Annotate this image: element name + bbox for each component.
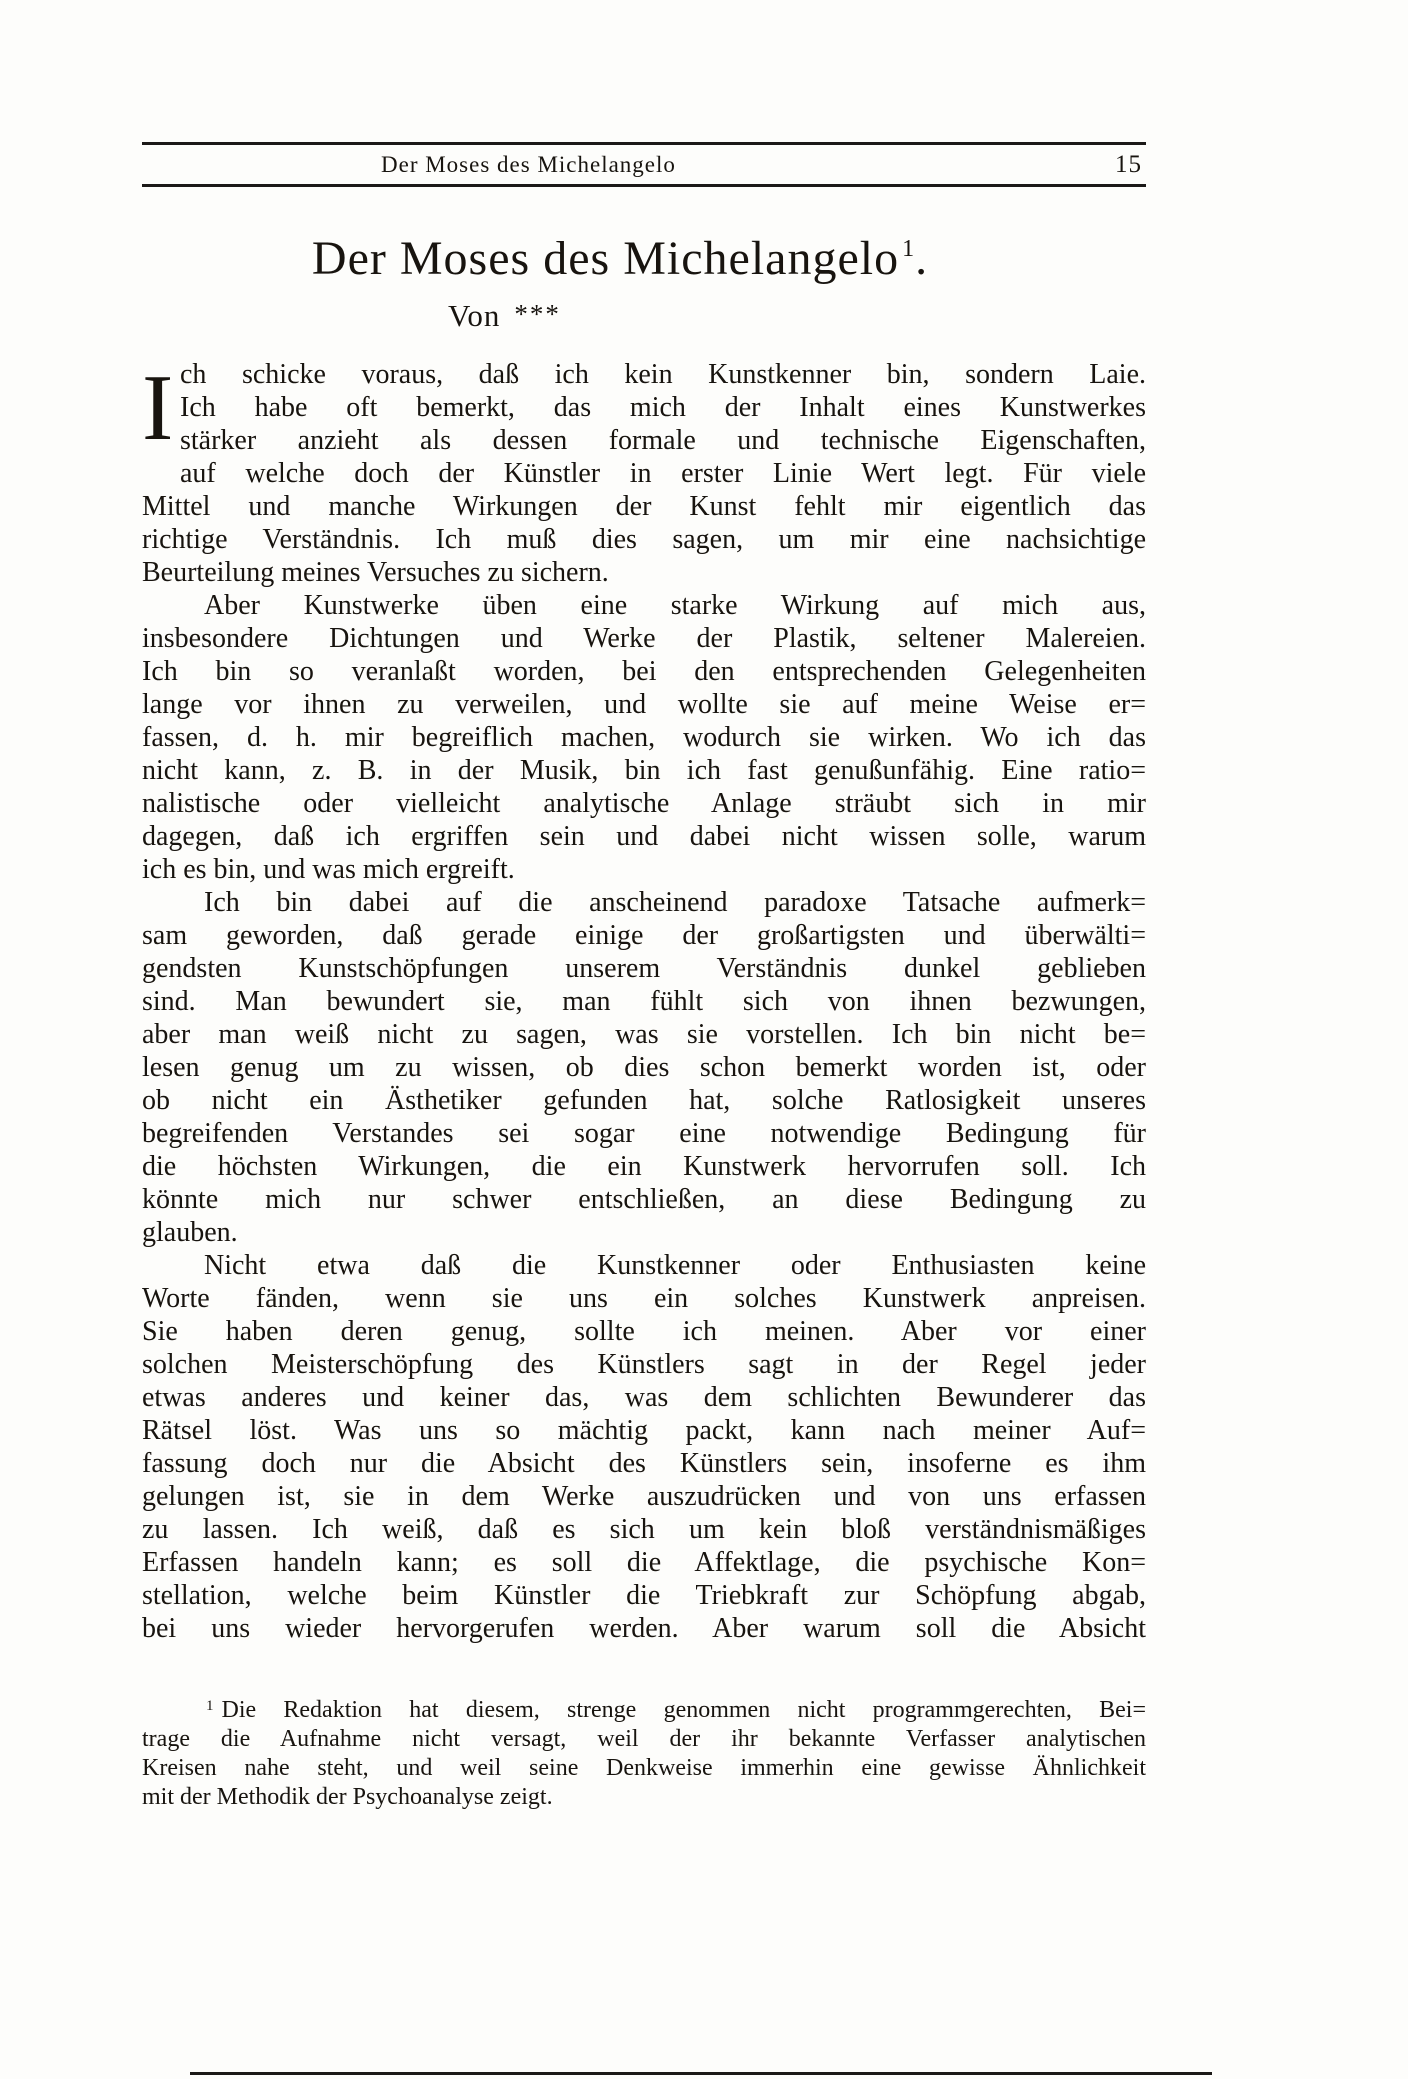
text-line: ch schicke voraus, daß ich kein Kunstkenner bin, sondern Laie. bbox=[180, 359, 1146, 390]
text-line: fassen, d. h. mir begreiflich machen, wodurch sie wirken. Wo ich das bbox=[142, 722, 1146, 753]
text-line: richtige Verständnis. Ich muß dies sagen, um mir eine nachsichtige bbox=[142, 524, 1146, 555]
text-line: Worte fänden, wenn sie uns ein solches Kunstwerk anpreisen. bbox=[142, 1283, 1146, 1314]
text-line: Nicht etwa daß die Kunstkenner oder Enthusiasten keine bbox=[204, 1250, 1146, 1281]
page-number: 15 bbox=[1115, 151, 1142, 178]
text-line: gendsten Kunstschöpfungen unserem Verständnis dunkel geblieben bbox=[142, 953, 1146, 984]
byline bbox=[142, 294, 1408, 336]
text-line: lesen genug um zu wissen, ob dies schon bemerkt worden ist, oder bbox=[142, 1052, 1146, 1083]
text-line: etwas anderes und keiner das, was dem schlichten Bewunderer das bbox=[142, 1382, 1146, 1413]
text-line: Ich habe oft bemerkt, das mich der Inhalt eines Kunstwerkes bbox=[180, 392, 1146, 423]
footnote-line: trage die Aufnahme nicht versagt, weil der ihr bekannte Verfasser analytischen bbox=[142, 1726, 1146, 1752]
text-line: Mittel und manche Wirkungen der Kunst fehlt mir eigentlich das bbox=[142, 491, 1146, 522]
text-line: fassung doch nur die Absicht des Künstlers sein, insoferne es ihm bbox=[142, 1448, 1146, 1479]
article-title bbox=[118, 218, 1122, 290]
text-line: könnte mich nur schwer entschließen, an diese Bedingung zu bbox=[142, 1184, 1146, 1215]
text-line: stärker anzieht als dessen formale und technische Eigenschaften, bbox=[180, 425, 1146, 456]
text-line: aber man weiß nicht zu sagen, was sie vorstellen. Ich bin nicht be= bbox=[142, 1019, 1146, 1050]
text-line: gelungen ist, sie in dem Werke auszudrücken und von uns erfassen bbox=[142, 1481, 1146, 1512]
text-line: ob nicht ein Ästhetiker gefunden hat, solche Ratlosigkeit unseres bbox=[142, 1085, 1146, 1116]
text-line: Beurteilung meines Versuches zu sichern. bbox=[142, 557, 609, 588]
text-line: Aber Kunstwerke üben eine starke Wirkung auf mich aus, bbox=[204, 590, 1146, 621]
text-line: zu lassen. Ich weiß, daß es sich um kein bloß verständnismäßiges bbox=[142, 1514, 1146, 1545]
footnote bbox=[142, 1692, 1146, 1812]
text-line: Erfassen handeln kann; es soll die Affektlage, die psychische Kon= bbox=[142, 1547, 1146, 1578]
paragraph bbox=[142, 1249, 1146, 1645]
text-line: nalistische oder vielleicht analytische Anlage sträubt sich in mir bbox=[142, 788, 1146, 819]
text-line: Sie haben deren genug, sollte ich meinen. Aber vor einer bbox=[142, 1316, 1146, 1347]
running-head bbox=[142, 142, 1146, 187]
text-line: nicht kann, z. B. in der Musik, bin ich fast genußunfähig. Eine ratio= bbox=[142, 755, 1146, 786]
text-line: insbesondere Dichtungen und Werke der Plastik, seltener Malereien. bbox=[142, 623, 1146, 654]
running-head-title: Der Moses des Michelangelo bbox=[381, 152, 676, 177]
article-title-text: Der Moses des Michelangelo bbox=[311, 232, 900, 285]
text-line: begreifenden Verstandes sei sogar eine notwendige Bedingung für bbox=[142, 1118, 1146, 1149]
text-line: dagegen, daß ich ergriffen sein und dabei nicht wissen solle, warum bbox=[142, 821, 1146, 852]
text-line: ich es bin, und was mich ergreift. bbox=[142, 854, 515, 885]
text-line: die höchsten Wirkungen, die ein Kunstwerk hervorrufen soll. Ich bbox=[142, 1151, 1146, 1182]
byline-stars: *** bbox=[514, 299, 561, 329]
text-line: sind. Man bewundert sie, man fühlt sich von ihnen bezwungen, bbox=[142, 986, 1146, 1017]
text-line: sam geworden, daß gerade einige der großartigsten und überwälti= bbox=[142, 920, 1146, 951]
text-line: auf welche doch der Künstler in erster Linie Wert legt. Für viele bbox=[180, 458, 1146, 489]
paragraph bbox=[142, 358, 1146, 589]
page-edge-scan-line bbox=[190, 2072, 1212, 2075]
text-line: bei uns wieder hervorgerufen werden. Aber warum soll die Absicht bbox=[142, 1613, 1146, 1644]
paragraph bbox=[142, 589, 1146, 886]
article-title-period: . bbox=[915, 232, 929, 285]
footnote-marker: 1 bbox=[206, 1698, 214, 1714]
drop-cap: I bbox=[142, 356, 174, 460]
footnote-line: Kreisen nahe steht, und weil seine Denkweise immerhin eine gewisse Ähnlichkeit bbox=[142, 1755, 1146, 1781]
byline-name: Von bbox=[448, 298, 501, 333]
text-line: lange vor ihnen zu verweilen, und wollte sie auf meine Weise er= bbox=[142, 689, 1146, 720]
text-line: Ich bin dabei auf die anscheinend paradoxe Tatsache aufmerk= bbox=[204, 887, 1146, 918]
text-line: stellation, welche beim Künstler die Triebkraft zur Schöpfung abgab, bbox=[142, 1580, 1146, 1611]
text-line: solchen Meisterschöpfung des Künstlers sagt in der Regel jeder bbox=[142, 1349, 1146, 1380]
body-text bbox=[142, 358, 1146, 1645]
title-footnote-ref: 1 bbox=[902, 236, 916, 262]
footnote-line: $^1$ Die Redaktion hat diesem, strenge genommen nicht programmgerechten, Bei= bbox=[206, 1697, 1146, 1723]
text-line: Rätsel löst. Was uns so mächtig packt, kann nach meiner Auf= bbox=[142, 1415, 1146, 1446]
text-line: glauben. bbox=[142, 1217, 238, 1248]
paragraph bbox=[142, 886, 1146, 1249]
text-line: Ich bin so veranlaßt worden, bei den entsprechenden Gelegenheiten bbox=[142, 656, 1146, 687]
footnote-line: mit der Methodik der Psychoanalyse zeigt. bbox=[142, 1784, 553, 1810]
